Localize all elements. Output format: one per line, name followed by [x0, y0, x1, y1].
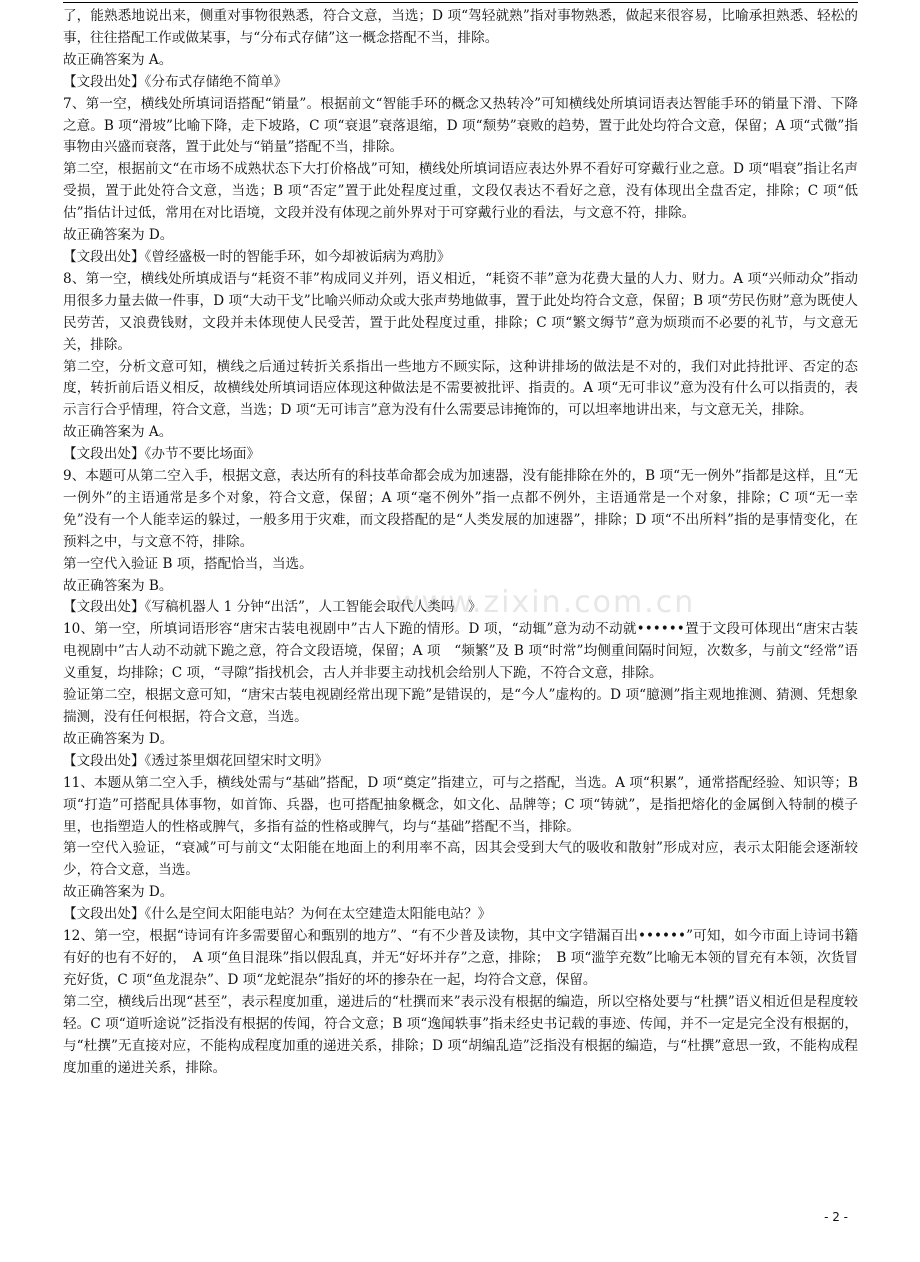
paragraph: 第二空，根据前文“在市场不成熟状态下大打价格战”可知，横线处所填词语应表达外界不看好可穿戴行业之意。D 项“唱衰”指让名声受损，置于此处符合文意，当选；B 项“否定”置于此处程度过重，文段仅表达不看好之意，没有体现出全盘否定，排除；C 项“低估”指估计过低，常用在对比语境，文段并没有体现之前外界对于可穿戴行业的看法，与文意不符，排除。 — [63, 161, 858, 222]
paragraph: 第二空，分析文意可知，横线之后通过转折关系指出一些地方不顾实际，这种讲排场的做法是不对的，我们对此持批评、否定的态度，转折前后语义相反，故横线处所填词语应体现这种做法是不需要被批评、指责的。A 项“无可非议”意为没有什么可以指责的，表示言行合乎情理，符合文意，当选；D 项“无可讳言”意为没有什么需要忌讳掩饰的，可以坦率地讲出来，与文意无关，排除。 — [63, 358, 858, 419]
paragraph: 7、第一空，横线处所填词语搭配“销量”。根据前文“智能手环的概念又热转冷”可知横线处所填词语表达智能手环的销量下滑、下降之意。B 项“滑坡”比喻下降，走下坡路，C 项“衰退”衰落退缩，D 项“颓势”衰败的趋势，置于此处均符合文意，保留；A 项“式微”指事物由兴盛而衰落，置于此处与“销量”搭配不当，排除。 — [63, 95, 858, 156]
paragraph: 故正确答案为 A。 — [63, 51, 173, 68]
paragraph: 故正确答案为 B。 — [63, 577, 173, 594]
paragraph: 8、第一空，横线处所填成语与“耗资不菲”构成同义并列，语义相近，“耗资不菲”意为花费大量的人力、财力。A 项“兴师动众”指动用很多力量去做一件事，D 项“大动干戈”比喻兴师动众或大张声势地做事，置于此处均符合文意，保留；B 项“劳民伤财”意为既使人民劳苦，又浪费钱财，文段并未体现使人民受苦，置于此处程度过重，排除；C 项“繁文缛节”意为烦琐而不必要的礼节，与文意无关，排除。 — [63, 270, 858, 353]
paragraph: 第一空代入验证 B 项，搭配恰当，当选。 — [63, 555, 313, 572]
paragraph: 故正确答案为 D。 — [63, 227, 174, 244]
paragraph: 故正确答案为 D。 — [63, 730, 174, 747]
paragraph: 【文段出处】《分布式存储绝不简单》 — [63, 73, 288, 90]
document-body — [63, 6, 858, 1079]
paragraph: 11、本题从第二空入手，横线处需与“基础”搭配，D 项“奠定”指建立，可与之搭配，当选。A 项“积累”，通常搭配经验、知识等；B 项“打造”可搭配具体事物，如首饰、兵器，也可搭配抽象概念，如文化、品牌等；C 项“铸就”，是指把熔化的金属倒入特制的模子里，也指塑造人的性格或脾气，多指有益的性格或脾气，均与“基础”搭配不当，排除。 — [63, 774, 858, 835]
paragraph: 第一空代入验证，“衰减”可与前文“太阳能在地面上的利用率不高，因其会受到大气的吸收和散射”形成对应，表示太阳能会逐渐较少，符合文意，当选。 — [63, 840, 858, 879]
paragraph: 【文段出处】《曾经盛极一时的智能手环，如今却被诟病为鸡肋》 — [63, 248, 451, 265]
paragraph: 【文段出处】《透过茶里烟花回望宋时文明》 — [63, 752, 329, 769]
paragraph: 【文段出处】《什么是空间太阳能电站？为何在太空建造太阳能电站？》 — [63, 906, 492, 923]
paragraph: 了，能熟悉地说出来，侧重对事物很熟悉，符合文意，当选；D 项“驾轻就熟”指对事物熟悉，做起来很容易，比喻承担熟悉、轻松的事，往往搭配工作或做某事，与“分布式存储”这一概念搭配不当，排除。 — [63, 8, 858, 46]
header-rule — [63, 2, 858, 3]
paragraph: 第二空，横线后出现“甚至”，表示程度加重，递进后的“杜撰而来”表示没有根据的编造，所以空格处要与“杜撰”语义相近但是程度较轻。C 项“道听途说”泛指没有根据的传闻，符合文意；B 项“逸闻轶事”指未经史书记载的事迹、传闻，并不一定是完全没有根据的，与“杜撰”无直接对应，不能构成程度加重的递进关系，排除；D 项“胡编乱造”泛指没有根据的编造，与“杜撰”意思一致，不能构成程度加重的递进关系，排除。 — [63, 993, 858, 1076]
paragraph: 9、本题可从第二空入手，根据文意，表达所有的科技革命都会成为加速器，没有能排除在外的，B 项“无一例外”指都是这样，且“无一例外”的主语通常是多个对象，符合文意，保留；A 项“毫不例外”指一点都不例外，主语通常是一个对象，排除；C 项“无一幸免”没有一个人能幸运的躲过，一般多用于灾难，而文段搭配的是“人类发展的加速器”，排除；D 项“不出所料”指的是事情变化，在预料之中，与文意不符，排除。 — [63, 468, 858, 550]
paragraph: 10、第一空，所填词语形容“唐宋古装电视剧中”古人下跪的情形。D 项，“动辄”意为动不动就••••••置于文段可体现出“唐宋古装电视剧中”古人动不动就下跪之意，符合文段语境，保留；A 项 “频繁”及 B 项“时常”均侧重间隔时间短，次数多，与前文“经常”语义重复，均排除；C 项，“寻隙”指找机会，古人并非要主动找机会给别人下跪，不符合文意，排除。 — [63, 621, 858, 682]
paragraph: 【文段出处】《写稿机器人 1 分钟“出活”，人工智能会取代人类吗 》 — [63, 599, 482, 616]
paragraph: 【文段出处】《办节不要比场面》 — [63, 446, 261, 463]
paragraph: 验证第二空，根据文意可知，“唐宋古装电视剧经常出现下跪”是错误的，是“今人”虚构的。D 项“臆测”指主观地推测、猜测、凭想象揣测，没有任何根据，符合文意，当选。 — [63, 687, 858, 725]
paragraph: 故正确答案为 A。 — [63, 424, 173, 441]
paragraph: 12、第一空，根据“诗词有许多需要留心和甄别的地方”、“有不少普及读物，其中文字错漏百出••••••”可知，如今市面上诗词书籍有好的也有不好的， A 项“鱼目混珠”指以假乱真，并无“好坏并存”之意，排除； B 项“滥竽充数”比喻无本领的冒充有本领，次货冒充好货，C 项“鱼龙混杂”、D 项“龙蛇混杂”指好的坏的掺杂在一起，均符合文意，保留。 — [63, 928, 858, 988]
page-number: - 2 - — [824, 1210, 848, 1224]
paragraph: 故正确答案为 D。 — [63, 884, 174, 901]
watermark: www.zixin.com.cn — [395, 585, 696, 620]
